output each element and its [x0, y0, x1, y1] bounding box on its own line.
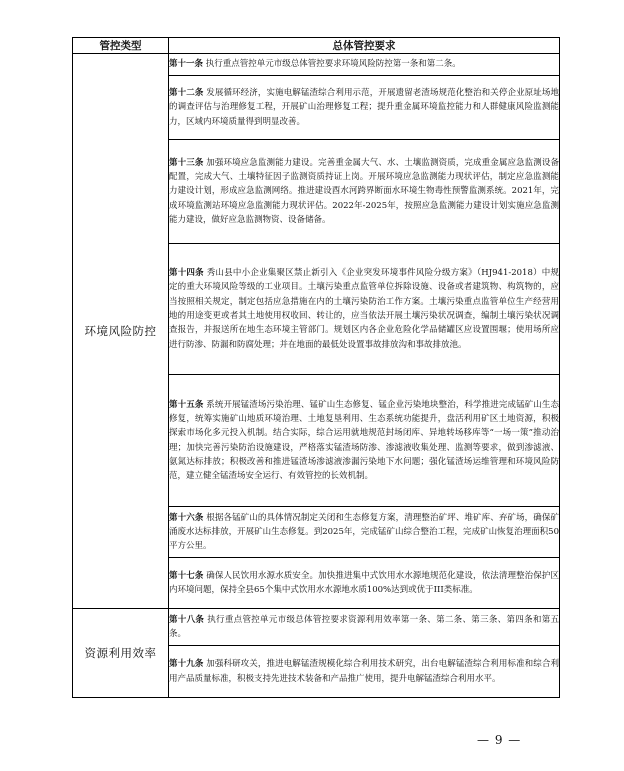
article-number: 第十三条 [169, 157, 204, 168]
page-number: — 9 — [477, 733, 522, 747]
table-row [73, 54, 560, 76]
requirement-cell [169, 54, 560, 76]
article-text: 确保人民饮用水源水质安全。加快推进集中式饮用水水源地规范化建设，依法清理整治保护区内环境问题，保持全县65个集中式饮用水水源地水质100%达到或优于III类标准。 [169, 570, 559, 595]
table-row [73, 609, 560, 646]
requirement-cell [169, 244, 560, 375]
control-type-cell: 环境风险防控 [73, 54, 169, 609]
article-number: 第十一条 [169, 59, 204, 70]
article-number: 第十九条 [169, 659, 204, 670]
article-text: 执行重点管控单元市级总体管控要求环境风险防控第一条和第二条。 [205, 59, 461, 70]
article-number: 第十二条 [169, 88, 204, 99]
requirement-cell [169, 558, 560, 609]
table-header-row [73, 38, 560, 54]
requirement-cell [169, 76, 560, 140]
control-type-cell: 资源利用效率 [73, 609, 169, 698]
article-text: 系统开展锰渣场污染治理、锰矿山生态修复、锰企业污染地块整治，科学推进完成锰矿山生态修复，统筹实施矿山地质环境治理、土地复垦利用、生态系统功能提升，盘活利用矿区土地资源，积极探索市场化多元投入机制。结合实际，综合运用就地规范封场闭库、异地转场移库等“一场一策”推动治理；加快完善污染防治设施建设，严格落实锰渣场防渗、渗滤液收集处理、监测等要求，做到渗滤液、氨氮达标排放；积极改善和推进锰渣场渗滤液渗漏污染地下水问题；强化锰渣场运维管理和环境风险防范，建立健全锰渣场安全运行、有效管控的长效机制。 [169, 399, 559, 482]
requirements-table [72, 37, 560, 698]
header-requirements: 总体管控要求 [169, 38, 560, 54]
article-number: 第十六条 [169, 512, 204, 523]
article-number: 第十五条 [169, 399, 204, 410]
article-text: 加强科研攻关，推进电解锰渣规模化综合利用技术研究，出台电解锰渣综合利用标准和综合利用产品质量标准，积极支持先进技术装备和产品推广使用，提升电解锰渣综合利用水平。 [169, 659, 559, 684]
requirement-cell [169, 507, 560, 558]
article-number: 第十八条 [169, 614, 205, 625]
requirement-cell [169, 609, 560, 646]
article-text: 根据各锰矿山的具体情况制定关闭和生态修复方案，清理整治矿坪、堆矿库、弃矿场，确保矿涌废水达标排放，开展矿山生态修复。到2025年，完成锰矿山综合整治工程，完成矿山恢复治理面积50平方公里。 [169, 512, 559, 552]
article-number: 第十四条 [169, 268, 204, 279]
article-text: 执行重点管控单元市级总体管控要求资源利用效率第一条、第二条、第三条、第四条和第五条。 [169, 614, 559, 639]
requirement-cell [169, 646, 560, 698]
article-text: 发展循环经济，实施电解锰渣综合利用示范，开展遗留老渣场规范化整治和关停企业原址场地的调查评估与治理修复工程，开展矿山治理修复工程；提升重金属环境监控能力和人群健康风险监测能力，区域内环境质量得到明显改善。 [169, 88, 559, 127]
header-control-type: 管控类型 [73, 38, 169, 54]
article-text: 加强环境应急监测能力建设。完善重金属大气、水、土壤监测资质，完成重金属应急监测设备配置，完成大气、土壤特征因子监测资质持证上岗。开展环境应急监测能力现状评估，制定应急监测能力建设计划，形成应急监测网络。推进建设酉水河跨界断面水环境生物毒性预警监测系统。2021年，完成环境监测站环境应急监测能力现状评估。2022年-2025年，按照应急监测能力建设计划实施应急监测能力建设，做好应急监测物资、设备储备。 [169, 157, 559, 225]
article-number: 第十七条 [169, 570, 204, 581]
requirement-cell [169, 375, 560, 507]
requirement-cell [169, 140, 560, 244]
article-text: 秀山县中小企业集聚区禁止新引入《企业突发环境事件风险分级方案》（HJ941-2018）中规定的重大环境风险等级的工业项目。土壤污染重点监管单位拆除设施、设备或者建筑物、构筑物的，应当按照相关规定，制定包括应急措施在内的土壤污染防治工作方案。土壤污染重点监管单位生产经营用地的用途变更或者其土地使用权收回、转让的，应当依法开展土壤污染状况调查，编制土壤污染状况调查报告，并报送所在地生态环境主管部门。规划区内各企业危险化学品储罐区应设置围堰；使用场所应进行防渗、防漏和防腐处理；并在地面的最低处设置事故排放沟和事故排放池。 [169, 268, 559, 350]
